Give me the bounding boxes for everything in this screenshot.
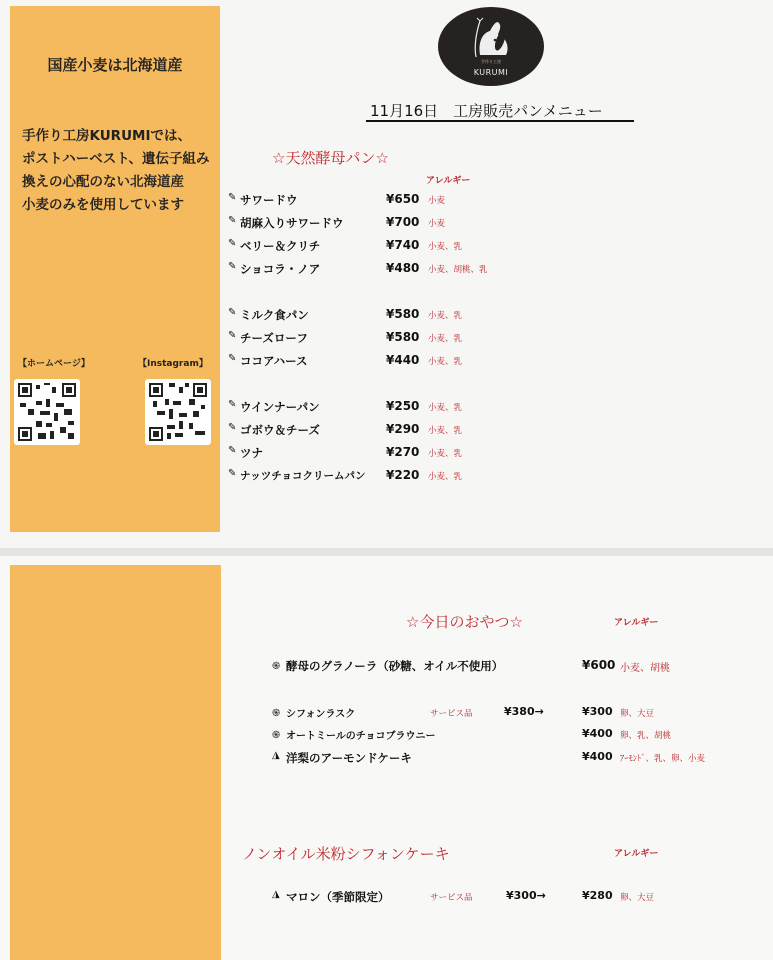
item-name: 酵母のグラノーラ（砂糖、オイル不使用） — [286, 659, 504, 673]
homepage-qr-code[interactable] — [14, 379, 80, 445]
item-allergens: 小麦、乳 — [428, 357, 463, 367]
item-name: 洋梨のアーモンドケーキ — [286, 751, 412, 765]
item-allergens: 小麦、乳 — [428, 403, 463, 413]
pencil-icon: ✎ — [228, 422, 237, 433]
item-name: ミルク食パン — [240, 308, 309, 322]
item-name: オートミールのチョコブラウニー — [286, 731, 436, 742]
item-name: ウインナーパン — [240, 400, 320, 414]
item-price: ¥650 — [386, 192, 420, 206]
pencil-icon: ✎ — [228, 330, 237, 341]
pencil-icon: ✎ — [228, 192, 237, 203]
item-allergens: 卵、乳、胡桃 — [620, 731, 672, 741]
chiffon-allergy-heading: アレルギー — [614, 849, 659, 859]
cookie-icon: ֍ — [272, 708, 281, 719]
item-allergens: 小麦、乳 — [428, 472, 463, 482]
panel-title: 国産小麦は北海道産 — [47, 56, 183, 74]
qr-icon — [149, 383, 207, 441]
item-allergens: 卵、大豆 — [620, 893, 655, 903]
pencil-icon: ✎ — [228, 215, 237, 226]
item-name: ベリー＆クリチ — [240, 239, 321, 253]
homepage-label: 【ホームページ】 — [18, 359, 90, 369]
qr-icon — [18, 383, 76, 441]
item-price: ¥220 — [386, 468, 420, 482]
item-price: ¥400 — [582, 727, 613, 740]
item-allergens: 小麦、胡桃 — [620, 663, 670, 674]
item-allergens: 小麦 — [428, 219, 446, 229]
cookie-icon: ֍ — [272, 661, 281, 672]
logo-subtitle: 手作り工房 — [481, 59, 501, 64]
item-name: シフォンラスク — [286, 709, 356, 720]
item-price: ¥400 — [582, 750, 613, 763]
cake-icon: ◮ — [272, 750, 280, 761]
item-price: ¥280 — [582, 889, 613, 902]
info-panel-bottom — [10, 565, 221, 960]
pencil-icon: ✎ — [228, 445, 237, 456]
item-allergens: 小麦、乳 — [428, 311, 463, 321]
service-label: サービス品 — [430, 893, 473, 903]
original-price: ¥300→ — [506, 889, 546, 902]
kurumi-logo — [438, 7, 544, 86]
item-name: マロン（季節限定） — [286, 890, 390, 904]
sheet-divider — [0, 548, 773, 556]
instagram-qr-code[interactable] — [145, 379, 211, 445]
item-price: ¥480 — [386, 261, 420, 275]
pencil-icon: ✎ — [228, 468, 237, 479]
item-allergens: 卵、大豆 — [620, 709, 655, 719]
item-price: ¥700 — [386, 215, 420, 229]
bread-section-heading: ☆天然酵母パン☆ — [272, 149, 389, 167]
snack-allergy-heading: アレルギー — [614, 618, 659, 628]
item-name: ショコラ・ノア — [240, 262, 321, 276]
item-name: 胡麻入りサワードウ — [240, 216, 344, 230]
chiffon-section-heading: ノンオイル米粉シフォンケーキ — [242, 845, 450, 863]
item-price: ¥270 — [386, 445, 420, 459]
item-name: ナッツチョコクリームパン — [240, 470, 366, 482]
info-panel — [10, 6, 220, 532]
item-price: ¥300 — [582, 705, 613, 718]
pencil-icon: ✎ — [228, 399, 237, 410]
logo-name: KURUMI — [473, 68, 509, 77]
item-price: ¥440 — [386, 353, 420, 367]
item-allergens: 小麦、乳 — [428, 334, 463, 344]
item-name: ゴボウ＆チーズ — [240, 423, 320, 437]
pencil-icon: ✎ — [228, 238, 237, 249]
original-price: ¥380→ — [504, 705, 544, 718]
item-allergens: 小麦、乳 — [428, 242, 463, 252]
cookie-icon: ֍ — [272, 730, 281, 741]
title-underline — [366, 120, 634, 122]
item-name: ツナ — [240, 446, 263, 460]
pencil-icon: ✎ — [228, 261, 237, 272]
item-name: チーズローフ — [240, 331, 308, 345]
menu-title: 11月16日 工房販売パンメニュー — [370, 102, 603, 120]
item-allergens: ｱｰﾓﾝﾄﾞ、乳、卵、小麦 — [620, 754, 706, 764]
bread-allergy-heading: アレルギー — [426, 176, 471, 186]
item-allergens: 小麦 — [428, 196, 446, 206]
item-price: ¥580 — [386, 330, 420, 344]
service-label: サービス品 — [430, 709, 473, 719]
item-name: サワードウ — [240, 193, 298, 207]
cake-icon: ◮ — [272, 889, 280, 900]
instagram-label: 【Instagram】 — [138, 359, 208, 369]
item-allergens: 小麦、胡桃、乳 — [428, 265, 488, 275]
snack-section-heading: ☆今日のおやつ☆ — [406, 613, 523, 631]
item-price: ¥250 — [386, 399, 420, 413]
item-price: ¥580 — [386, 307, 420, 321]
item-price: ¥740 — [386, 238, 420, 252]
pencil-icon: ✎ — [228, 307, 237, 318]
pencil-icon: ✎ — [228, 353, 237, 364]
item-allergens: 小麦、乳 — [428, 426, 463, 436]
item-price: ¥600 — [582, 658, 616, 672]
item-name: ココアハース — [240, 354, 308, 368]
item-price: ¥290 — [386, 422, 420, 436]
panel-body: 手作り工房KURUMIでは、 ポストハーベスト、遺伝子組み 換えの心配のない北海道産 小麦のみを使用しています — [22, 128, 210, 213]
item-allergens: 小麦、乳 — [428, 449, 463, 459]
